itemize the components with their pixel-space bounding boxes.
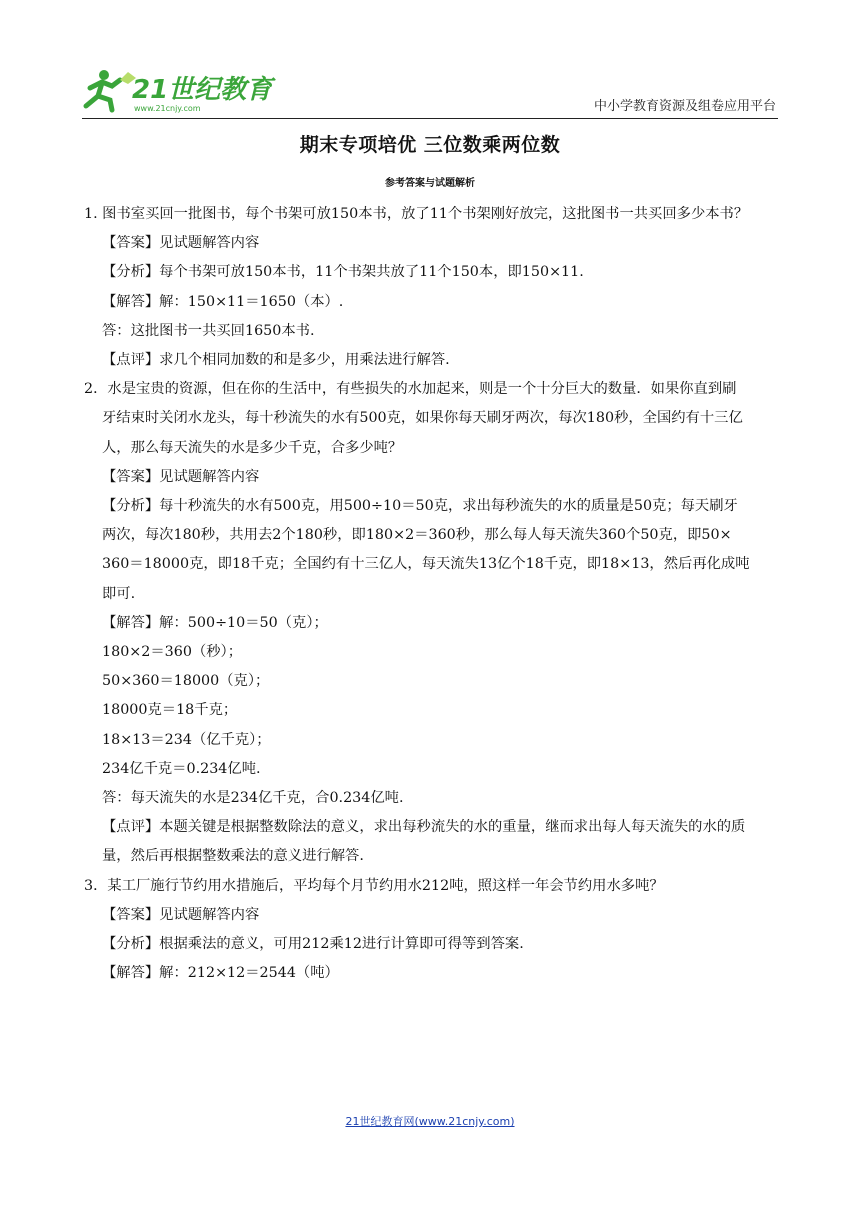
platform-label: 中小学教育资源及组卷应用平台 — [593, 99, 776, 114]
reply-line: 答：每天流失的水是234亿千克，合0.234亿吨. — [102, 790, 404, 807]
comment-line: 【点评】本题关键是根据整数除法的意义，求出每秒流失的水的重量，继而求出每人每天流失的水的质 — [102, 819, 746, 836]
solution-line: 50×360＝18000（克）； — [102, 673, 270, 690]
comment-line: 【点评】求几个相同加数的和是多少，用乘法进行解答. — [102, 352, 450, 369]
solution-line: 【解答】解：212×12＝2544（吨） — [102, 965, 339, 982]
answer-line: 【答案】见试题解答内容 — [102, 235, 260, 252]
site-logo — [82, 66, 282, 116]
solution-line: 【解答】解：150×11＝1650（本）. — [102, 293, 344, 310]
analysis-line: 两次，每次180秒，共用去2个180秒，即180×2＝360秒，那么每人每天流失360个50克，即50× — [102, 527, 732, 544]
comment-line: 量，然后再根据整数乘法的意义进行解答. — [102, 848, 364, 865]
analysis-line: 【分析】根据乘法的意义，可用212乘12进行计算即可得等到答案. — [102, 936, 524, 953]
question-line: 1. 图书室买回一批图书，每个书架可放150本书，放了11个书架刚好放完，这批图书一共买回多少本书？ — [84, 206, 749, 222]
footer-link[interactable]: 21世纪教育网(www.21cnjy.com) — [345, 1115, 515, 1128]
answer-line: 【答案】见试题解答内容 — [102, 906, 260, 923]
answer-line: 【答案】见试题解答内容 — [102, 468, 260, 485]
analysis-line: 即可. — [102, 585, 136, 602]
page-header — [82, 58, 778, 119]
question-line: 人，那么每天流失的水是多少千克，合多少吨？ — [102, 439, 403, 456]
solution-line: 18×13＝234（亿千克）； — [102, 731, 271, 748]
page-subtitle: 参考答案与试题解析 — [385, 178, 475, 189]
analysis-line: 【分析】每十秒流失的水有500克，用500÷10＝50克，求出每秒流失的水的质量是50克；每天刷牙 — [102, 498, 738, 515]
document-body — [84, 200, 776, 988]
solution-line: 18000克＝18千克； — [102, 702, 238, 719]
solution-line: 180×2＝360（秒）； — [102, 644, 242, 661]
analysis-line: 【分析】每个书架可放150本书，11个书架共放了11个150本，即150×11. — [102, 264, 584, 281]
question-line: 2．水是宝贵的资源，但在你的生活中，有些损失的水加起来，则是一个十分巨大的数量．如果你直到刷 — [84, 381, 737, 398]
question-line: 3．某工厂施行节约用水措施后，平均每个月节约用水212吨，照这样一年会节约用水多吨？ — [84, 877, 664, 894]
question-line: 牙结束时关闭水龙头，每十秒流失的水有500克，如果你每天刷牙两次，每次180秒，全国约有十三亿 — [102, 410, 743, 427]
page-title: 期末专项培优 三位数乘两位数 — [299, 134, 561, 156]
logo-url: www.21cnjy.com — [134, 104, 201, 113]
logo-text: 21世纪教育 — [132, 75, 273, 105]
solution-line: 234亿千克＝0.234亿吨. — [102, 760, 261, 777]
reply-line: 答：这批图书一共买回1650本书. — [102, 322, 315, 339]
analysis-line: 360＝18000克，即18千克；全国约有十三亿人，每天流失13亿个18千克，即18×13，然后再化成吨 — [102, 556, 750, 573]
solution-line: 【解答】解：500÷10＝50（克）； — [102, 614, 328, 631]
